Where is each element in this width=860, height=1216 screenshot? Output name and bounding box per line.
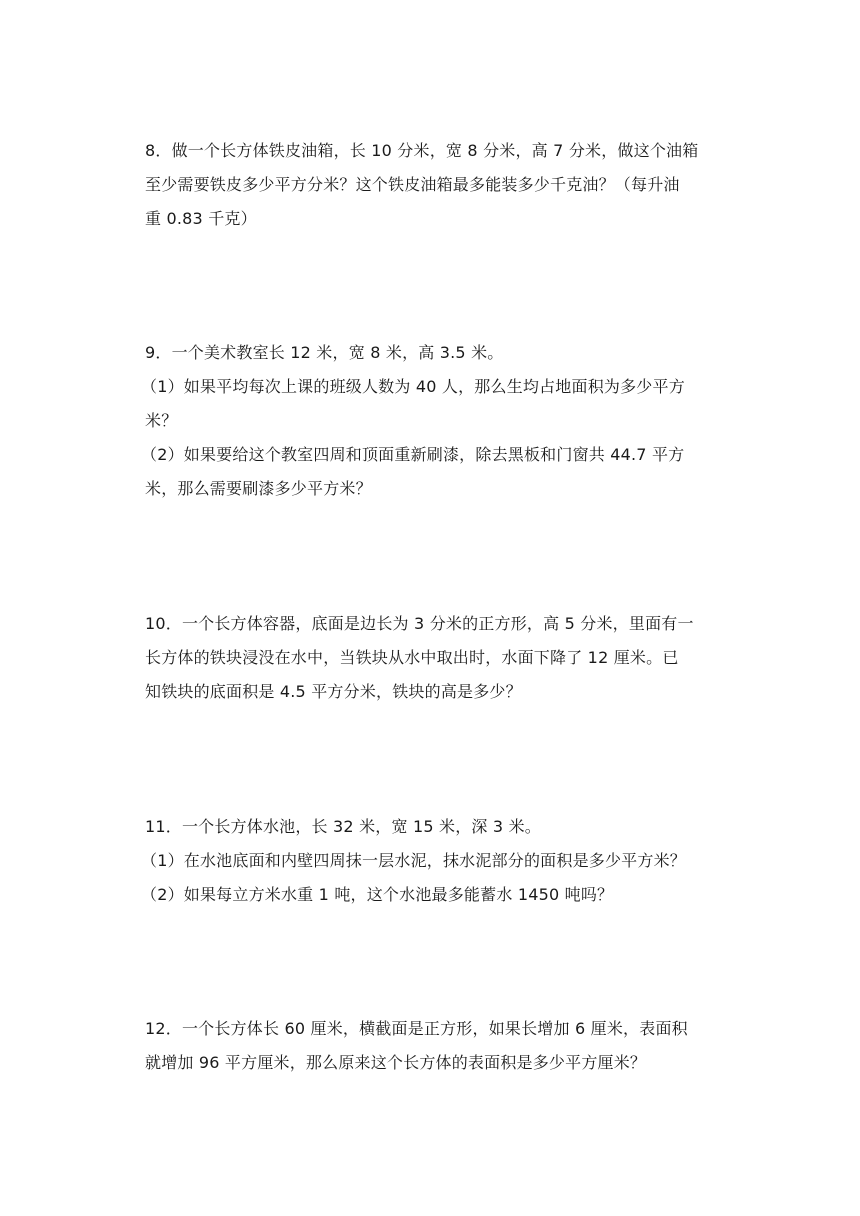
problem-9-line-4: （2）如果要给这个教室四周和顶面重新刷漆，除去黑板和门窗共 44.7 平方 [141,445,685,464]
problem-12 [145,1012,725,1080]
problem-8 [145,134,725,236]
problem-9-line-5: 米，那么需要刷漆多少平方米？ [145,479,372,498]
problem-10 [145,607,725,709]
problem-11 [141,810,725,912]
problem-9-line-3: 米？ [145,411,178,430]
problem-8-line-3: 重 0.83 千克） [145,209,257,228]
problem-11-line-3: （2）如果每立方米水重 1 吨，这个水池最多能蓄水 1450 吨吗？ [141,885,614,904]
problem-12-line-1: 12．一个长方体长 60 厘米，横截面是正方形，如果长增加 6 厘米，表面积 [145,1019,688,1038]
problem-10-line-2: 长方体的铁块浸没在水中，当铁块从水中取出时，水面下降了 12 厘米。已 [145,648,679,667]
problem-9-line-1: 9．一个美术教室长 12 米，宽 8 米，高 3.5 米。 [145,343,504,362]
problem-10-line-3: 知铁块的底面积是 4.5 平方分米，铁块的高是多少？ [145,682,522,701]
problem-8-line-1: 8．做一个长方体铁皮油箱，长 10 分米，宽 8 分米，高 7 分米，做这个油箱 [145,141,699,160]
problem-12-line-2: 就增加 96 平方厘米，那么原来这个长方体的表面积是多少平方厘米？ [145,1053,647,1072]
problem-8-line-2: 至少需要铁皮多少平方分米？这个铁皮油箱最多能装多少千克油？（每升油 [145,175,680,194]
problem-9 [141,336,725,506]
problem-10-line-1: 10．一个长方体容器，底面是边长为 3 分米的正方形，高 5 分米，里面有一 [145,614,694,633]
problem-9-line-2: （1）如果平均每次上课的班级人数为 40 人，那么生均占地面积为多少平方 [141,377,685,396]
problem-11-line-1: 11．一个长方体水池，长 32 米，宽 15 米，深 3 米。 [145,817,541,836]
problem-11-line-2: （1）在水池底面和内壁四周抹一层水泥，抹水泥部分的面积是多少平方米？ [141,851,686,870]
